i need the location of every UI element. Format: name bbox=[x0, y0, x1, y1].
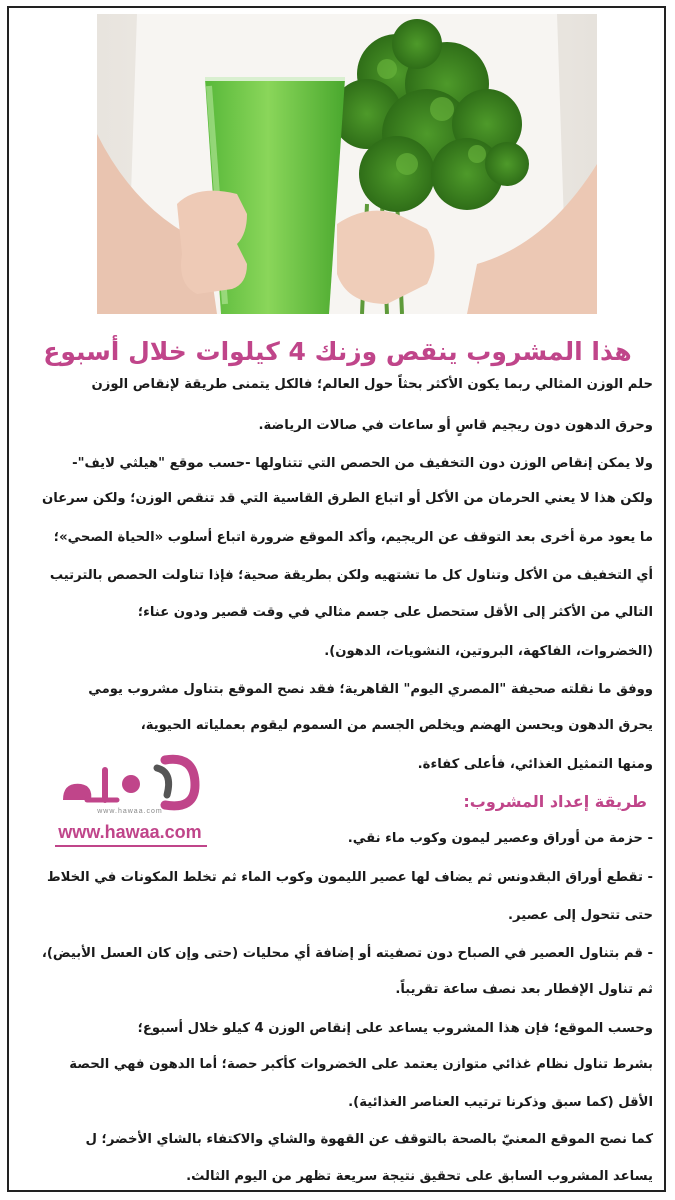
paragraph-line: حلم الوزن المثالي ربما يكون الأكثر بحثاً حول العالم؛ فالكل يتمنى طريقة لإنقاص الوزن bbox=[91, 377, 653, 392]
recipe-line: ثم تناول الإفطار بعد نصف ساعة تقريباً. bbox=[395, 982, 653, 997]
logo-small-url: www.hawaa.com bbox=[97, 808, 163, 815]
paragraph-line: ما يعود مرة أخرى بعد التوقف عن الريجيم، وأكد الموقع ضرورة اتباع أسلوب «الحياة الصحي»؛ bbox=[53, 530, 653, 545]
paragraph-line: ولا يمكن إنقاص الوزن دون التخفيف من الحصص التي تتناولها -حسب موقع "هيلثي لايف"- bbox=[72, 456, 653, 471]
recipe-line: الأقل (كما سبق وذكرنا ترتيب العناصر الغذائية). bbox=[348, 1095, 653, 1110]
recipe-line: يساعد المشروب السابق على تحقيق نتيجة سريعة تظهر من اليوم الثالث. bbox=[186, 1169, 653, 1184]
paragraph-line: ولكن هذا لا يعني الحرمان من الأكل أو اتباع الطرق القاسية التي قد تنقص الوزن؛ ولكن سرعان bbox=[41, 491, 653, 506]
paragraph-line: ومنها التمثيل الغذائي، فأعلى كفاءة. bbox=[417, 757, 653, 772]
hawaa-logo[interactable] bbox=[45, 750, 215, 850]
recipe-line: حتى تتحول إلى عصير. bbox=[508, 908, 653, 923]
article-title: هذا المشروب ينقص وزنك 4 كيلوات خلال أسبوع bbox=[43, 337, 632, 366]
paragraph-line: (الخضروات، الفاكهة، البروتين، النشويات، الدهون). bbox=[324, 644, 653, 659]
recipe-line: بشرط تناول نظام غذائي متوازن يعتمد على الخضروات كأكبر حصة؛ أما الدهون فهي الحصة bbox=[69, 1057, 653, 1072]
green-juice-photo bbox=[97, 14, 597, 314]
paragraph-line: أي التخفيف من الأكل وتناول كل ما تشتهيه ولكن بطريقة صحية؛ فإذا تناولت الحصص بالترتيب bbox=[49, 568, 653, 583]
recipe-line: - قم بتناول العصير في الصباح دون تصفيته أو إضافة أي محليات (حتى وإن كان العسل الأبيض)، bbox=[41, 946, 653, 961]
recipe-line: كما نصح الموقع المعنيّ بالصحة بالتوقف عن القهوة والشاي والاكتفاء بالشاي الأخضر؛ ل bbox=[85, 1132, 653, 1147]
recipe-line: - تقطع أوراق البقدونس ثم يضاف لها عصير الليمون وكوب الماء ثم تخلط المكونات في الخلاط bbox=[46, 870, 653, 885]
recipe-line: وحسب الموقع؛ فإن هذا المشروب يساعد على إنقاص الوزن 4 كيلو خلال أسبوع؛ bbox=[137, 1021, 653, 1036]
paragraph-line: وحرق الدهون دون ريجيم قاسٍ أو ساعات في صالات الرياضة. bbox=[258, 418, 653, 433]
paragraph-line: يحرق الدهون ويحسن الهضم ويخلص الجسم من السموم ليقوم بعملياته الحيوية، bbox=[140, 718, 653, 733]
recipe-line: - حزمة من أوراق وعصير ليمون وكوب ماء نقي. bbox=[347, 831, 653, 846]
logo-underline bbox=[55, 845, 207, 847]
paragraph-line: ووفق ما نقلته صحيفة "المصري اليوم" القاهرية؛ فقد نصح الموقع بتناول مشروب يومي bbox=[88, 682, 653, 697]
logo-url[interactable]: www.hawaa.com bbox=[58, 822, 202, 842]
hero-photo bbox=[97, 14, 597, 314]
recipe-subheading: طريقة إعداد المشروب: bbox=[463, 792, 647, 811]
paragraph-line: التالي من الأكثر إلى الأقل ستحصل على جسم مثالي في وقت قصير ودون عناء؛ bbox=[137, 605, 653, 620]
